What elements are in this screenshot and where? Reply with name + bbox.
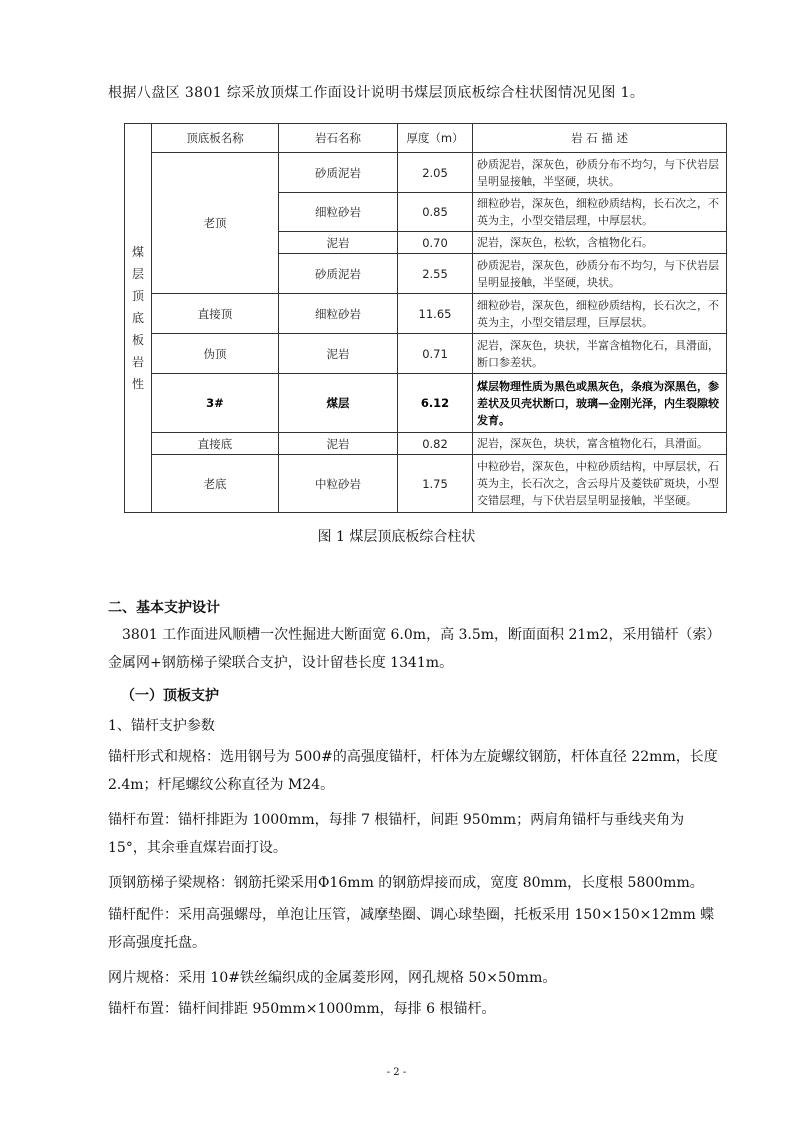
rock-cell: 细粒砂岩: [279, 193, 398, 232]
thickness-cell: 1.75: [398, 455, 473, 513]
thickness-cell: 0.82: [398, 433, 473, 455]
group-cell: 老底: [152, 455, 279, 513]
thickness-cell: 11.65: [398, 294, 473, 334]
rock-cell: 中粒砂岩: [279, 455, 398, 513]
section-heading: 二、基本支护设计: [108, 600, 220, 616]
paragraph-anchor-parts: 锚杆配件：采用高强螺母，单泡让压管，减摩垫圈、调心球垫圈，托板采用 150×150×12mm 蝶形高强度托盘。: [108, 907, 715, 951]
table-row: [125, 455, 727, 513]
group-cell: 直接底: [152, 433, 279, 455]
thickness-cell: 6.12: [398, 374, 473, 433]
table-header-row: [125, 124, 727, 153]
thickness-cell: 2.55: [398, 254, 473, 294]
side-label: 煤层顶底板岩性: [125, 124, 152, 513]
group-cell: 直接顶: [152, 294, 279, 334]
figure-caption: 图 1 煤层顶底板综合柱状: [317, 529, 476, 545]
description-cell: 细粒砂岩，深灰色，细粒砂质结构，长石次之，不英为主，小型交错层理，中厚层状。: [473, 193, 727, 232]
header-name: 顶底板名称: [152, 124, 279, 153]
paragraph-mesh-spec: 网片规格：采用 10#铁丝编织成的金属菱形网，网孔规格 50×50mm。: [108, 970, 557, 986]
description-cell: 泥岩，深灰色，块状，富含植物化石，具滑面。: [473, 433, 727, 455]
description-cell: 泥岩，深灰色，块状，半富含植物化石，具滑面，断口参差状。: [473, 334, 727, 374]
description-cell: 砂质泥岩，深灰色，砂质分布不均匀，与下伏岩层呈明显接触，半坚硬，块状。: [473, 153, 727, 193]
subsection-heading: （一）顶板支护: [121, 688, 219, 704]
thickness-cell: 0.70: [398, 232, 473, 254]
table-row: [125, 153, 727, 193]
thickness-cell: 0.85: [398, 193, 473, 232]
item-heading: 1、锚杆支护参数: [108, 718, 215, 734]
rock-cell: 砂质泥岩: [279, 153, 398, 193]
paragraph-ladder-beam: 顶钢筋梯子梁规格：钢筋托梁采用Φ16mm 的钢筋焊接而成，宽度 80mm，长度根 5800mm。: [108, 875, 704, 891]
rock-cell: 泥岩: [279, 232, 398, 254]
header-rock: 岩石名称: [279, 124, 398, 153]
paragraph-anchor-spec: 锚杆形式和规格：选用钢号为 500#的高强度锚杆，杆体为左旋螺纹钢筋，杆体直径 22mm，长度 2.4m；杆尾螺纹公称直径为 M24。: [108, 749, 718, 793]
rock-cell: 细粒砂岩: [279, 294, 398, 334]
description-cell: 煤层物理性质为黑色或黑灰色，条痕为深黑色，参差状及贝壳状断口，玻璃—金刚光泽，内生裂隙较发育。: [473, 374, 727, 433]
rock-cell: 砂质泥岩: [279, 254, 398, 294]
group-cell: 老顶: [152, 153, 279, 294]
description-cell: 细粒砂岩，深灰色，细粒砂质结构，长石次之，不英为主，小型交错层理，巨厚层状。: [473, 294, 727, 334]
rock-cell: 泥岩: [279, 433, 398, 455]
rock-cell: 煤层: [279, 374, 398, 433]
strata-table: [124, 123, 727, 513]
section-intro: 3801 工作面进风顺槽一次性掘进大断面宽 6.0m，高 3.5m，断面面积 21m2，采用锚杆（索）金属网+钢筋梯子梁联合支护，设计留巷长度 1341m。: [108, 627, 714, 671]
table-row: [125, 433, 727, 455]
thickness-cell: 0.71: [398, 334, 473, 374]
group-cell: 3#: [152, 374, 279, 433]
intro-text: 根据八盘区 3801 综采放顶煤工作面设计说明书煤层顶底板综合柱状图情况见图 1。: [108, 85, 645, 101]
rock-cell: 泥岩: [279, 334, 398, 374]
paragraph-anchor-spacing: 锚杆布置：锚杆间排距 950mm×1000mm，每排 6 根锚杆。: [108, 1001, 496, 1017]
header-description: 岩 石 描 述: [473, 124, 727, 153]
description-cell: 泥岩，深灰色，松软，含植物化石。: [473, 232, 727, 254]
description-cell: 中粒砂岩，深灰色，中粒砂质结构，中厚层状，石英为主，长石次之，含云母片及菱铁矿斑块，小型交错层理，与下伏岩层呈明显接触，半坚硬。: [473, 455, 727, 513]
paragraph-anchor-layout: 锚杆布置：锚杆排距为 1000mm，每排 7 根锚杆，间距 950mm；两肩角锚杆与垂线夹角为 15°，其余垂直煤岩面打设。: [108, 812, 685, 856]
header-thickness: 厚度（m）: [398, 124, 473, 153]
table-row: [125, 294, 727, 334]
page-number: - 2 -: [386, 1067, 407, 1078]
group-cell: 伪顶: [152, 334, 279, 374]
table-row-coal-seam: [125, 374, 727, 433]
table-row: [125, 334, 727, 374]
thickness-cell: 2.05: [398, 153, 473, 193]
description-cell: 砂质泥岩，深灰色，砂质分布不均匀，与下伏岩层呈明显接触，半坚硬，块状。: [473, 254, 727, 294]
